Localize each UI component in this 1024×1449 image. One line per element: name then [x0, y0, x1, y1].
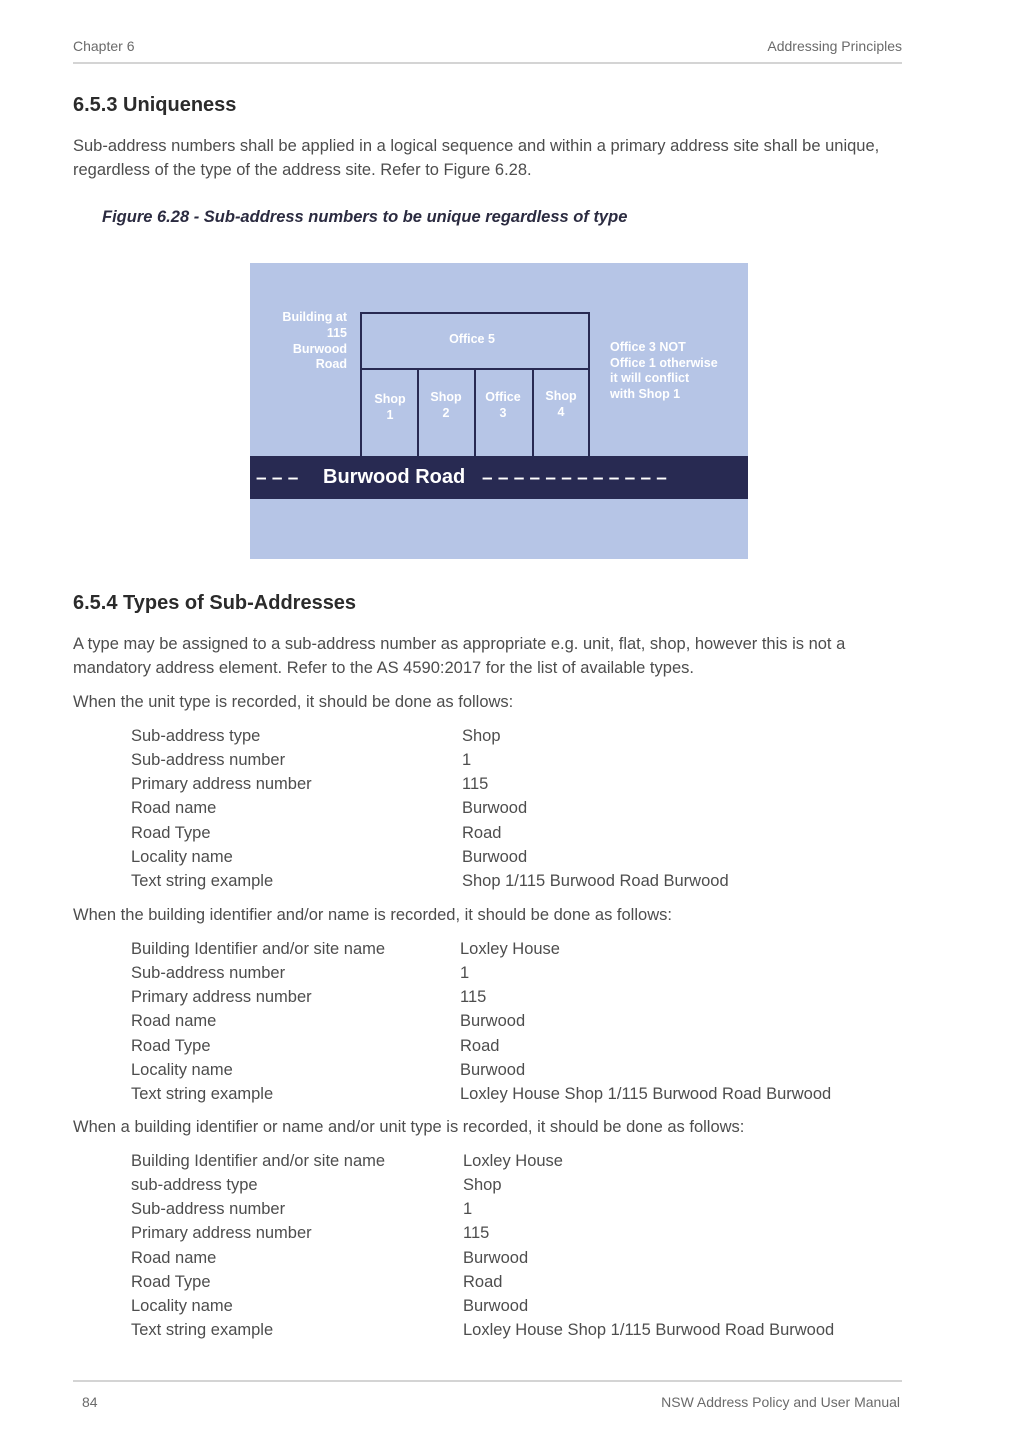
field-name: Text string example [131, 1084, 274, 1103]
field-name: Primary address number [131, 775, 312, 794]
page-header [73, 36, 902, 64]
section-title: Addressing Principles [767, 38, 902, 54]
field-value: 1 [463, 1200, 473, 1219]
field-value: Road [463, 1272, 503, 1291]
road-name-label: Burwood Road [323, 466, 466, 488]
field-value: Burwood [463, 1248, 529, 1267]
figure-caption: Figure 6.28 - Sub-address numbers to be unique regardless of type [102, 208, 628, 226]
field-name: Road name [131, 1248, 217, 1267]
heading-types-of-sub-addresses: 6.5.4 Types of Sub-Addresses [73, 592, 357, 614]
building-label-line: Building at [282, 310, 347, 324]
field-name: Road Type [131, 823, 211, 842]
field-name: Sub-address type [131, 727, 261, 745]
unit-label-shop-1: Shop [374, 392, 406, 406]
field-value: Road [460, 1036, 500, 1055]
field-name: Locality name [131, 1296, 233, 1315]
unit-number-office-3: 3 [499, 406, 507, 420]
field-value: 1 [462, 751, 472, 770]
unit-number-shop-2: 2 [442, 406, 450, 420]
field-value: 115 [462, 775, 489, 794]
note-line: it will conflict [610, 371, 690, 385]
heading-uniqueness: 6.5.3 Uniqueness [73, 94, 237, 116]
unit-label-shop-4: Shop [545, 389, 577, 403]
field-value: Loxley House Shop 1/115 Burwood Road Burwood [460, 1084, 832, 1103]
field-name: Primary address number [131, 1224, 312, 1243]
intro-building-and-unit-type: When a building identifier or name and/or unit type is recorded, it should be done as follows: [73, 1118, 745, 1136]
field-name: Sub-address number [131, 964, 286, 983]
unit-number-shop-1: 1 [386, 408, 394, 422]
chapter-label: Chapter 6 [73, 38, 135, 54]
field-name: sub-address type [131, 1176, 258, 1195]
unit-number-shop-4: 4 [557, 405, 565, 419]
note-line: with Shop 1 [610, 387, 681, 401]
field-value: Loxley House Shop 1/115 Burwood Road Burwood [463, 1320, 835, 1339]
field-value: 1 [460, 964, 470, 983]
note-line: Office 3 NOT [610, 340, 686, 354]
intro-unit-type: When the unit type is recorded, it should be done as follows: [73, 693, 514, 711]
page-number: 84 [82, 1394, 98, 1410]
types-paragraph: A type may be assigned to a sub-address number as appropriate e.g. unit, flat, shop, however this is not a mandatory address element. Refer to the AS 4590:2017 for the list of available types. [73, 635, 846, 677]
field-value: Shop [462, 727, 501, 745]
unit-label-office-3: Office [485, 390, 521, 404]
road-dashes-left: – – – [256, 468, 299, 489]
diagram-svg [250, 263, 748, 559]
field-name: Building Identifier and/or site name [131, 1152, 386, 1170]
building-label-line: Burwood [292, 342, 347, 356]
field-value: Burwood [462, 847, 528, 866]
page-footer [73, 1380, 902, 1412]
note-line: Office 1 otherwise [610, 356, 718, 370]
field-name: Sub-address number [131, 751, 286, 770]
field-name: Building Identifier and/or site name [131, 940, 386, 958]
field-value: 115 [463, 1224, 490, 1243]
building-label-line: 115 [326, 326, 347, 340]
field-value: Loxley House [463, 1152, 563, 1170]
field-name: Road Type [131, 1272, 211, 1291]
field-name: Text string example [131, 1320, 274, 1339]
field-value: Burwood [462, 799, 528, 818]
field-value: Loxley House [460, 940, 560, 958]
unit-label-shop-2: Shop [430, 390, 462, 404]
figure-sub-address-diagram [250, 263, 748, 559]
field-name: Locality name [131, 1060, 233, 1079]
uniqueness-paragraph: Sub-address numbers shall be applied in a logical sequence and within a primary address site shall be unique, regardless of the type of the address site. Refer to Figure 6.28. [73, 137, 880, 179]
field-value: Shop [463, 1176, 502, 1195]
field-name: Text string example [131, 871, 274, 890]
field-name: Road name [131, 1012, 217, 1031]
field-value: Road [462, 823, 502, 842]
field-name: Road name [131, 799, 217, 818]
field-name: Sub-address number [131, 1200, 286, 1219]
road-dashes-right: – – – – – – – – – – – – [482, 468, 667, 489]
building-label-line: Road [315, 357, 347, 371]
field-name: Locality name [131, 847, 233, 866]
field-value: Shop 1/115 Burwood Road Burwood [462, 871, 729, 890]
manual-title: NSW Address Policy and User Manual [661, 1394, 900, 1410]
field-value: Burwood [460, 1012, 526, 1031]
field-name: Road Type [131, 1036, 211, 1055]
intro-building-identifier: When the building identifier and/or name is recorded, it should be done as follows: [73, 906, 672, 924]
field-value: Burwood [460, 1060, 526, 1079]
field-value: 115 [460, 988, 487, 1007]
field-name: Primary address number [131, 988, 312, 1007]
field-value: Burwood [463, 1296, 529, 1315]
office-5-label: Office 5 [449, 332, 495, 346]
